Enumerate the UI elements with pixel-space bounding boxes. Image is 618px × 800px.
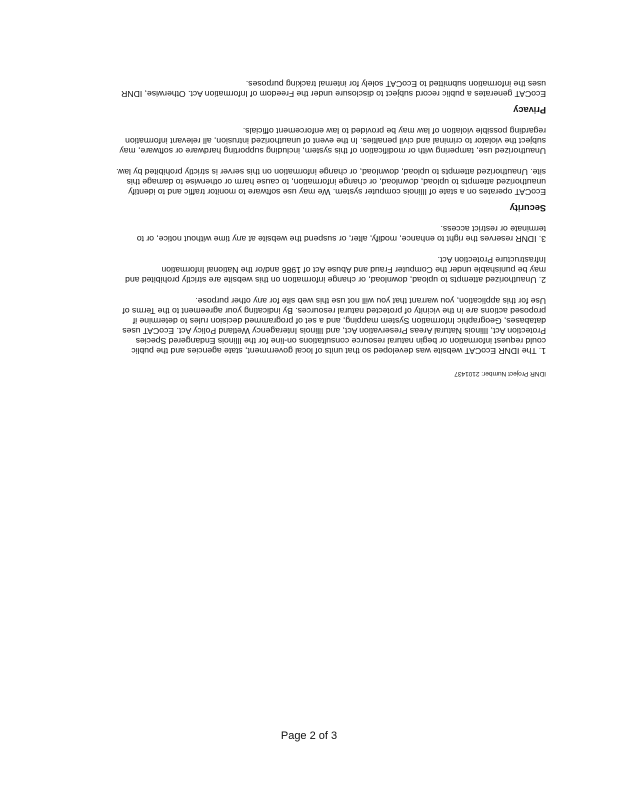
project-number: IDNR Project Number: 2101437 bbox=[454, 370, 546, 377]
terms-paragraph-1: 1. The IDNR EcoCAT website was developed so that units of local government, state agencies and the public could request information or begin natural resource consultations on-line for the Illinois Endangered Species Protection Act, Illinois Natural Areas Preservation Act, and Illinois Interagency Wetland Policy Act. EcoCAT uses databases, Geographic Information System mapping, and a set of programmed decision rules to determine if proposed actions are in the vicinity of protected natural resources. By indicating your agreement to the Terms of Use for this application, you warrant that you will not use this web site for any other purpose. bbox=[122, 296, 546, 356]
privacy-paragraph: EcoCAT generates a public record subject to disclosure under the Freedom of Information Act. Otherwise, IDNR uses the information submitted to EcoCAT solely for internal tracking purposes. bbox=[121, 79, 546, 99]
privacy-heading: Privacy bbox=[513, 105, 546, 115]
security-paragraph-1: EcoCAT operates on a state of Illinois computer system. We may use software to monitor traffic and to identify unauthorized attempts to upload, download, or change information, to cause harm or otherwise to damage this site. Unauthorized attempts to upload, download, or change information on this server is strictly prohibited by law. bbox=[116, 167, 546, 197]
security-paragraph-2: Unauthorized use, tampering with or modification of this system, including supporting hardware or software, may subject the violator to criminal and civil penalties. In the event of unauthorized intrusion, all relevant information regarding possible violation of law may be provided to law enforcement officials. bbox=[119, 126, 546, 156]
terms-paragraph-2: 2. Unauthorized attempts to upload, download, or change information on this website are strictly prohibited and may be punishable under the Computer Fraud and Abuse Act of 1986 and/or the National Information Infrastructure Protection Act. bbox=[125, 255, 546, 285]
page-number: Page 2 of 3 bbox=[280, 730, 338, 742]
terms-paragraph-3: 3. IDNR reserves the right to enhance, modify, alter, or suspend the website at any time without notice, or to terminate or restrict access. bbox=[136, 224, 546, 244]
upside-down-content bbox=[36, 28, 546, 378]
security-heading: Security bbox=[509, 203, 546, 213]
